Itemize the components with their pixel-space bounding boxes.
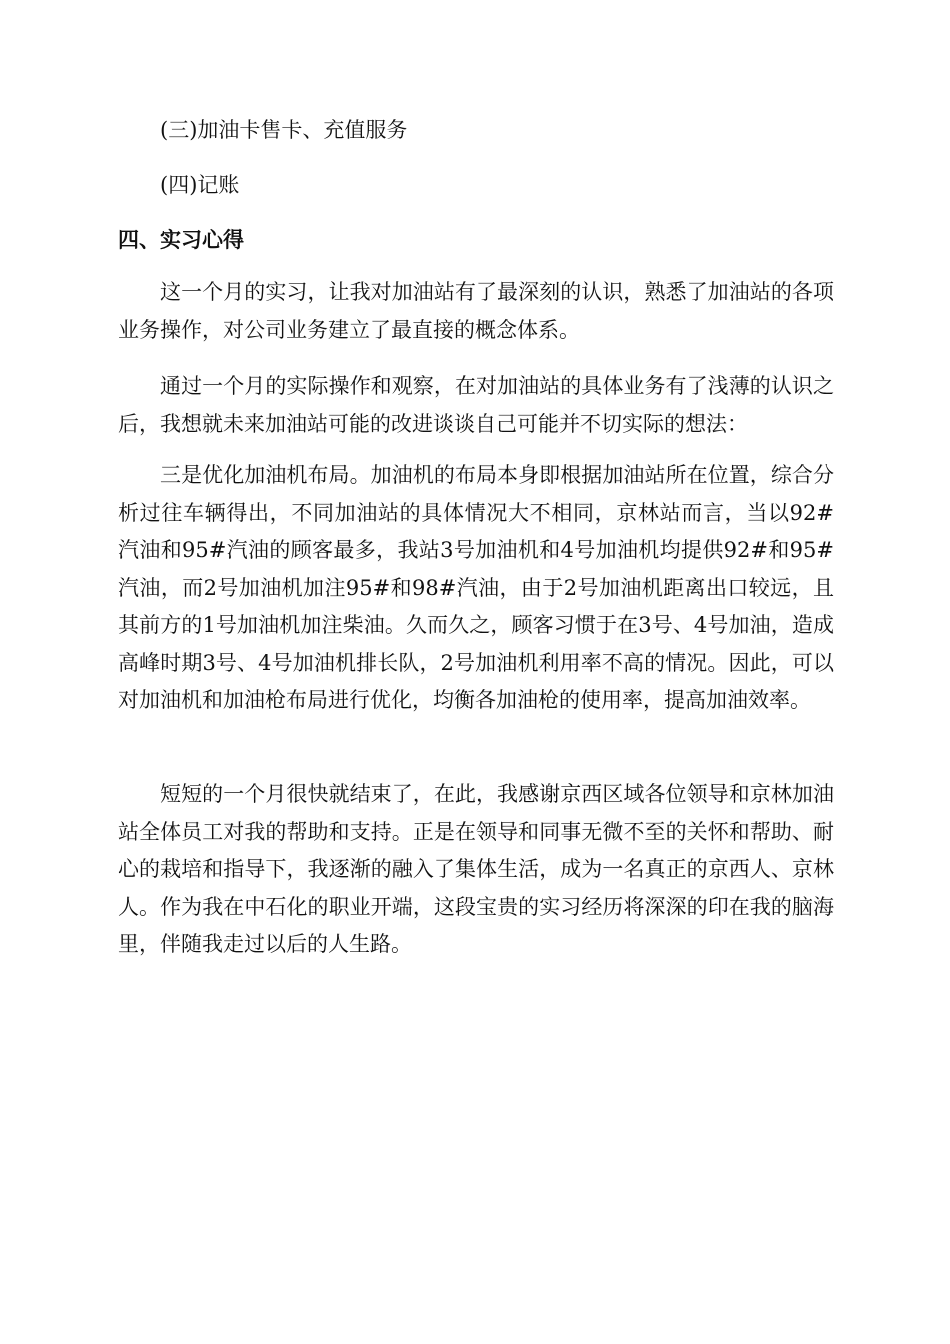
paragraph-pump-layout: 三是优化加油机布局。加油机的布局本身即根据加油站所在位置，综合分析过往车辆得出，不同加油站的具体情况大不相同，京林站而言，当以92#汽油和95#汽油的顾客最多，我站3号加油机和4号加油机均提供92#和95#汽油，而2号加油机加注95#和98#汽油，由于2号加油机距离出口较远，且其前方的1号加油机加注柴油。久而久之，顾客习惯于在3号、4号加油，造成高峰时期3号、4号加油机排长队，2号加油机利用率不高的情况。因此，可以对加油机和加油枪布局进行优化，均衡各加油枪的使用率，提高加油效率。 (118, 463, 834, 712)
section-heading: 四、实习心得 (118, 227, 244, 252)
paragraph-closing-thanks: 短短的一个月很快就结束了，在此，我感谢京西区域各位领导和京林加油站全体员工对我的帮助和支持。正是在领导和同事无微不至的关怀和帮助、耐心的栽培和指导下，我逐渐的融入了集体生活，成为一名真正的京西人、京林人。作为我在中石化的职业开端，这段宝贵的实习经历将深深的印在我的脑海里，伴随我走过以后的人生路。 (118, 782, 834, 956)
list-item-bookkeeping: (四)记账 (160, 173, 240, 197)
list-item-card-services: (三)加油卡售卡、充值服务 (160, 118, 408, 142)
paragraph-internship-summary: 这一个月的实习，让我对加油站有了最深刻的认识，熟悉了加油站的各项业务操作，对公司业务建立了最直接的概念体系。 (118, 280, 834, 342)
paragraph-observations-intro: 通过一个月的实际操作和观察，在对加油站的具体业务有了浅薄的认识之后，我想就未来加油站可能的改进谈谈自己可能并不切实际的想法： (118, 374, 834, 436)
